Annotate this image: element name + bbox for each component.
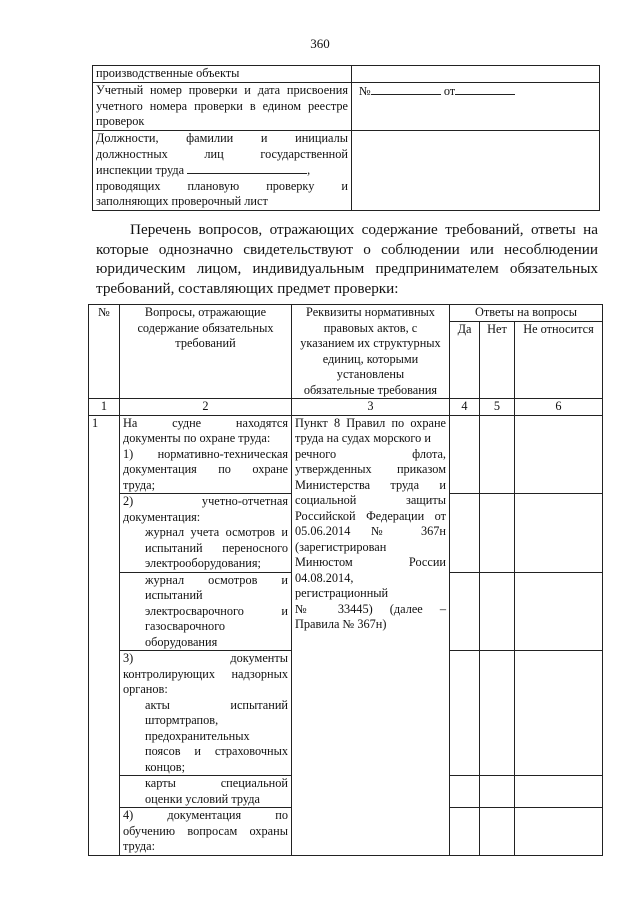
answer-yes[interactable] [450,651,480,776]
header-line: содержание обязательных [137,320,274,335]
question-cell [120,572,292,651]
requisite-line: (зарегистрирован [295,539,387,554]
number-blank [371,83,441,95]
question-line: поясов и страховочных [145,744,288,758]
header-yes: Да [450,322,480,399]
requisite-line: труда на судах морского и [295,431,431,445]
requisite-line: Пункт 8 Правил по охране [295,415,446,430]
registration-number-label [93,83,352,131]
answer-no[interactable] [480,572,515,651]
header-num: № [89,305,120,399]
header-answers: Ответы на вопросы [450,305,603,322]
registration-number-value [352,83,600,131]
answer-yes[interactable] [450,808,480,856]
requisite-line: 04.08.2014, [295,570,354,585]
requisite-line: регистрационный [295,586,389,600]
col-number: 5 [480,399,515,416]
header-not-applicable: Не относится [515,322,603,399]
question-line: карты специальной [145,776,288,790]
answer-yes[interactable] [450,415,480,494]
question-line: 2) учетно-отчетная [123,494,288,508]
question-line: газосварочного [145,619,226,633]
header-line: требований [175,336,236,350]
label-line: Учетный номер проверки и дата присвоения [96,83,348,97]
question-line: органов: [123,682,168,696]
question-line: электросварочного и [145,603,288,618]
question-line: испытаний [145,588,203,602]
question-line: электрооборудования; [145,556,261,570]
intro-line: требований, составляющих предмет проверки: [96,279,399,297]
question-line: контролирующих надзорных [123,666,288,681]
label-line: проводящих плановую проверку и [96,178,348,193]
requisite-line: 05.06.2014 № 367н [295,524,446,538]
requisite-line: № 33445) (далее – [295,601,446,616]
question-cell [120,808,292,856]
intro-line: Перечень вопросов, отражающих содержание требований, ответы на [130,221,598,238]
requisites-cell [292,415,450,855]
date-blank [455,83,515,95]
question-line: 1) нормативно-техническая [123,446,288,461]
answer-not-applicable[interactable] [515,494,603,573]
answer-yes[interactable] [450,494,480,573]
answer-not-applicable[interactable] [515,776,603,808]
header-no: Нет [480,322,515,399]
requisite-line: социальной защиты [295,493,446,507]
question-cell [120,776,292,808]
question-line: испытаний переносного [145,540,288,555]
header-requisites [292,305,450,399]
production-objects-value [352,66,600,83]
header-line: единиц, которыми [322,351,419,366]
label-line: проверок [96,114,145,128]
requisite-line: Правила № 367н) [295,617,387,631]
question-line: журнал учета осмотров и [145,525,288,539]
header-line: указанием их структурных [300,336,441,350]
header-line: Вопросы, отражающие [144,305,267,319]
page-number: 360 [310,36,330,51]
question-line: оборудования [145,634,218,649]
label-line: должностных лиц государственной [96,146,348,161]
inspectors-value [352,131,600,211]
header-line: Реквизиты нормативных [306,305,435,319]
intro-line: которые однозначно свидетельствуют о соблюдении или несоблюдении [96,240,598,258]
requisite-line: Министерства труда и [295,477,446,492]
question-line: труда; [123,477,156,492]
answer-no[interactable] [480,494,515,573]
question-line: концов; [145,759,186,774]
col-number: 1 [89,399,120,416]
label-line [96,162,348,179]
row-number: 1 [89,415,120,855]
inspectors-label [93,131,352,211]
col-number: 3 [292,399,450,416]
answer-no[interactable] [480,808,515,856]
answer-yes[interactable] [450,572,480,651]
question-line: обучению вопросам охраны [123,823,288,838]
answer-no[interactable] [480,651,515,776]
checklist-table [88,304,603,856]
answer-not-applicable[interactable] [515,572,603,651]
question-cell [120,651,292,776]
label-line: Должности, фамилии и инициалы [96,131,348,145]
question-line: На судне находятся [123,415,288,430]
intro-paragraph [96,220,598,298]
col-number: 2 [120,399,292,416]
requisite-line: речного флота, [295,446,446,461]
answer-no[interactable] [480,776,515,808]
requisite-line: Минюстом России [295,555,446,569]
question-line: 3) документы [123,651,288,665]
question-line: акты испытаний [145,697,288,712]
header-line: установлены [336,367,405,381]
comma: , [307,163,311,177]
answer-yes[interactable] [450,776,480,808]
inspection-blank [187,162,307,174]
production-objects-cell: производственные объекты [93,66,352,83]
question-line: журнал осмотров и [145,572,288,587]
date-from-label: от [443,84,456,98]
answer-not-applicable[interactable] [515,651,603,776]
question-line: труда: [123,839,156,853]
answer-not-applicable[interactable] [515,415,603,494]
inspection-info-table [92,65,600,211]
question-line: 4) документация по [123,808,288,822]
col-number: 6 [515,399,603,416]
label-line: учетного номера проверки в едином реестре [96,98,348,113]
label-line: заполняющих проверочный лист [96,194,268,208]
header-questions [120,305,292,399]
answer-no[interactable] [480,415,515,494]
requisite-line: утвержденных приказом [295,462,446,476]
requisite-line: Российской Федерации от [295,508,446,523]
question-line: предохранительных [145,728,250,743]
question-cell [120,415,292,494]
number-sign: № [359,84,371,98]
col-number: 4 [450,399,480,416]
question-line: документы по охране труда: [123,431,271,445]
header-line: правовых актов, с [323,320,418,335]
label-text: инспекции труда [96,163,185,177]
intro-line: юридическим лицом, индивидуальным предпринимателем обязательных [96,260,598,277]
question-line: штормтрапов, [145,713,219,727]
header-line: обязательные требования [303,382,438,397]
answer-not-applicable[interactable] [515,808,603,856]
question-cell [120,494,292,573]
question-line: документация: [123,509,201,524]
question-line: оценки условий труда [145,791,260,806]
question-line: документация по охране [123,462,288,476]
